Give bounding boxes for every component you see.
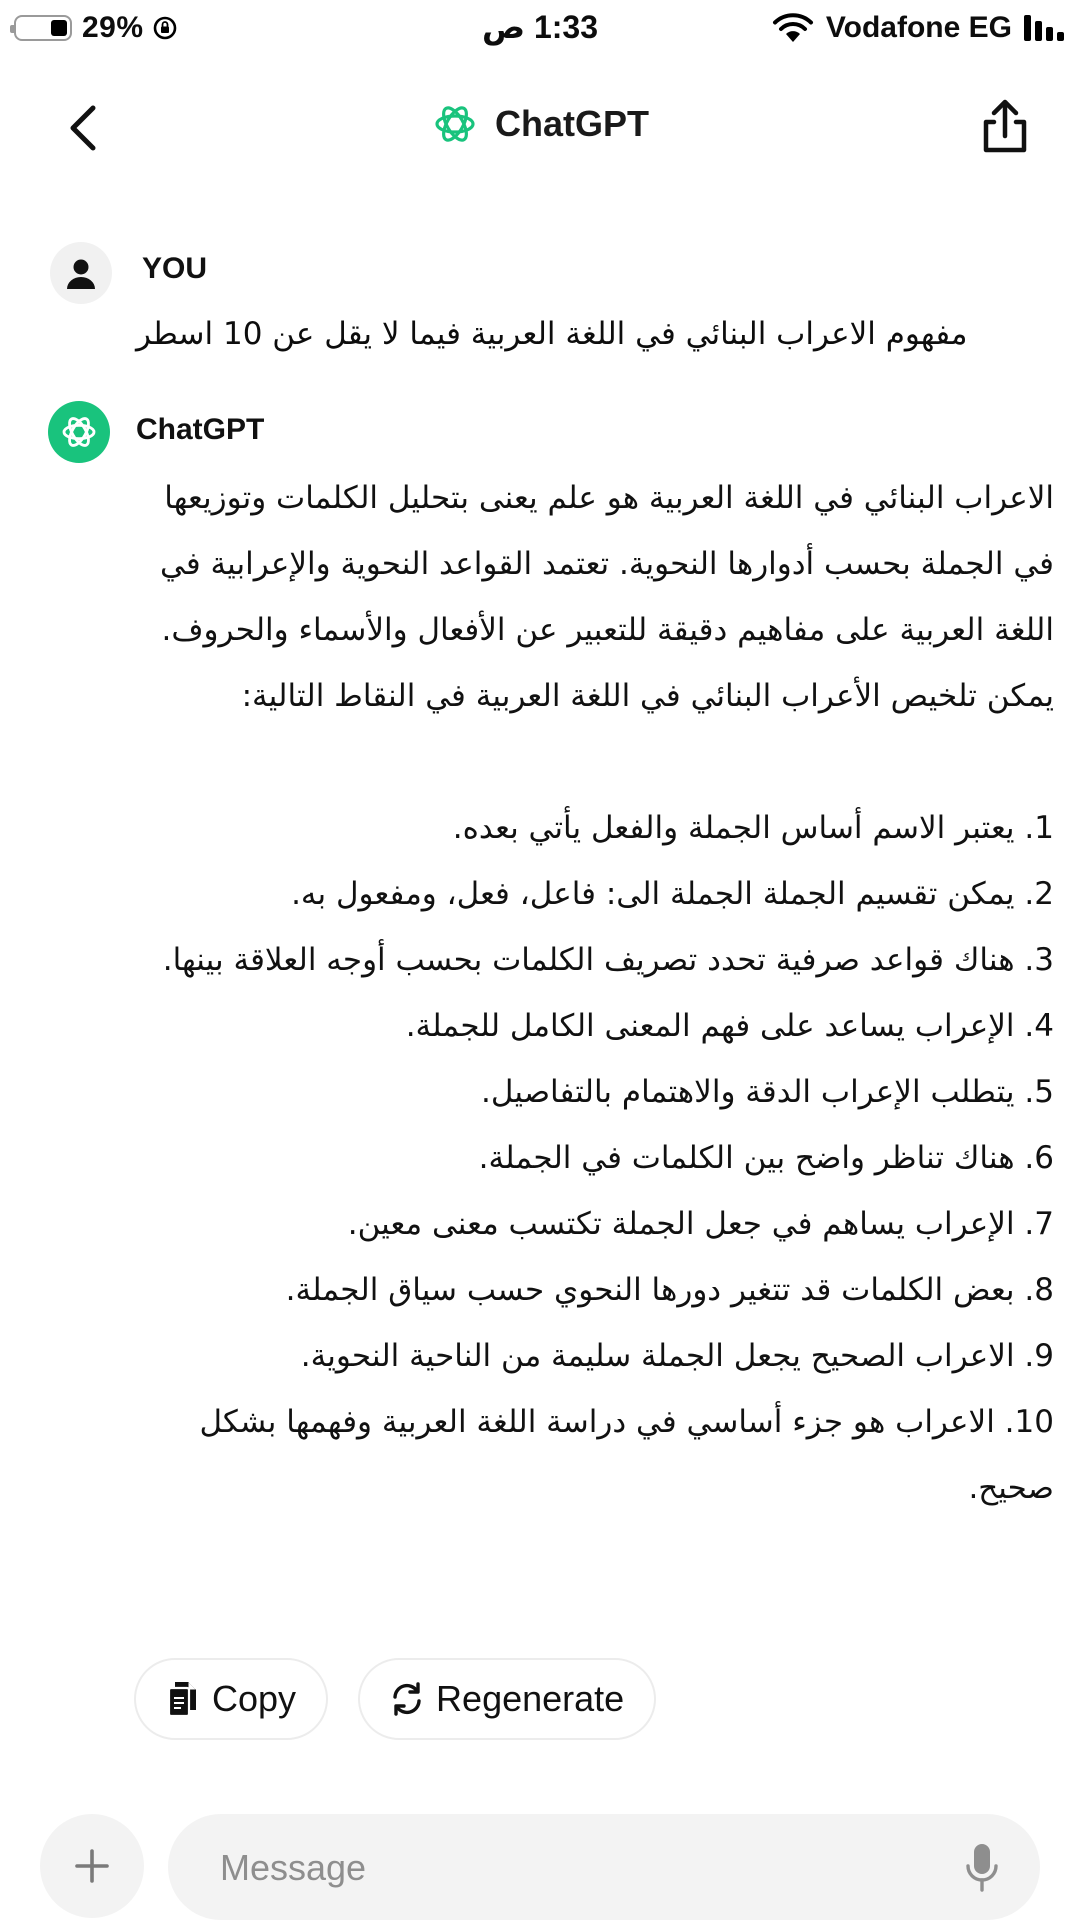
copy-icon — [166, 1680, 200, 1718]
chat-header — [0, 80, 1080, 176]
list-item: 7. الإعراب يساهم في جعل الجملة تكتسب معنى معين. — [347, 1206, 1054, 1242]
list-item: 9. الاعراب الصحيح يجعل الجملة سليمة من الناحية النحوية. — [300, 1338, 1054, 1374]
header-title-group — [0, 100, 1080, 148]
list-item: 4. الإعراب يساعد على فهم المعنى الكامل للجملة. — [405, 1008, 1054, 1044]
chatgpt-logo-icon — [59, 412, 99, 452]
copy-button[interactable] — [134, 1658, 328, 1740]
share-button[interactable] — [970, 92, 1040, 162]
signal-icon — [1022, 13, 1068, 43]
assistant-message-text — [134, 465, 1054, 1521]
page-title: ChatGPT — [494, 103, 649, 144]
share-icon — [976, 98, 1034, 156]
user-sender-name: YOU — [142, 252, 208, 285]
message-composer — [168, 1814, 1040, 1920]
wifi-icon — [772, 12, 814, 44]
message-input[interactable] — [218, 1814, 902, 1922]
assistant-intro: الاعراب البنائي في اللغة العربية هو علم يعنى بتحليل الكلمات وتوزيعها في الجملة بحسب أدوارها النحوية. تعتمد القواعد النحوية والإعرابية في اللغة العربية على مفاهيم دقيقة للتعبير عن الأفعال والأسماء والحروف. يمكن تلخيص الأعراب البنائي في اللغة العربية في النقاط التالية: — [160, 480, 1054, 714]
regenerate-button[interactable] — [358, 1658, 656, 1740]
status-bar — [0, 0, 1080, 56]
assistant-avatar — [48, 401, 110, 463]
status-right — [772, 10, 1068, 46]
assistant-points-list — [134, 795, 1054, 1521]
battery-percent: 29% — [82, 11, 144, 44]
regenerate-button-label: Regenerate — [436, 1678, 625, 1719]
list-item: 6. هناك تناظر واضح بين الكلمات في الجملة. — [478, 1140, 1054, 1176]
assistant-sender-name: ChatGPT — [136, 413, 265, 446]
list-item: 8. بعض الكلمات قد تتغير دورها النحوي حسب سياق الجملة. — [285, 1272, 1054, 1308]
chatgpt-logo-icon — [431, 100, 479, 148]
list-item: 5. يتطلب الإعراب الدقة والاهتمام بالتفاصيل. — [481, 1074, 1054, 1110]
plus-icon — [73, 1847, 111, 1885]
list-item: 10. الاعراب هو جزء أساسي في دراسة اللغة العربية وفهمها بشكل صحيح. — [199, 1404, 1054, 1506]
list-item: 1. يعتبر الاسم أساس الجملة والفعل يأتي بعده. — [452, 810, 1054, 846]
regenerate-icon — [390, 1680, 424, 1718]
user-avatar — [50, 242, 112, 304]
list-item: 3. هناك قواعد صرفية تحدد تصريف الكلمات بحسب أوجه العلاقة بينها. — [162, 942, 1054, 978]
user-icon — [64, 256, 98, 290]
message-actions — [134, 1658, 656, 1740]
microphone-button[interactable] — [960, 1840, 1004, 1896]
user-message-text: مفهوم الاعراب البنائي في اللغة العربية فيما لا يقل عن 10 اسطر — [136, 316, 968, 352]
carrier-name: Vodafone EG — [825, 11, 1012, 44]
microphone-icon — [965, 1842, 999, 1894]
status-time: 1:33 ص — [482, 9, 598, 45]
copy-button-label: Copy — [212, 1678, 297, 1719]
list-item: 2. يمكن تقسيم الجملة الجملة الى: فاعل، فعل، ومفعول به. — [291, 876, 1054, 912]
add-attachment-button[interactable] — [40, 1814, 144, 1918]
